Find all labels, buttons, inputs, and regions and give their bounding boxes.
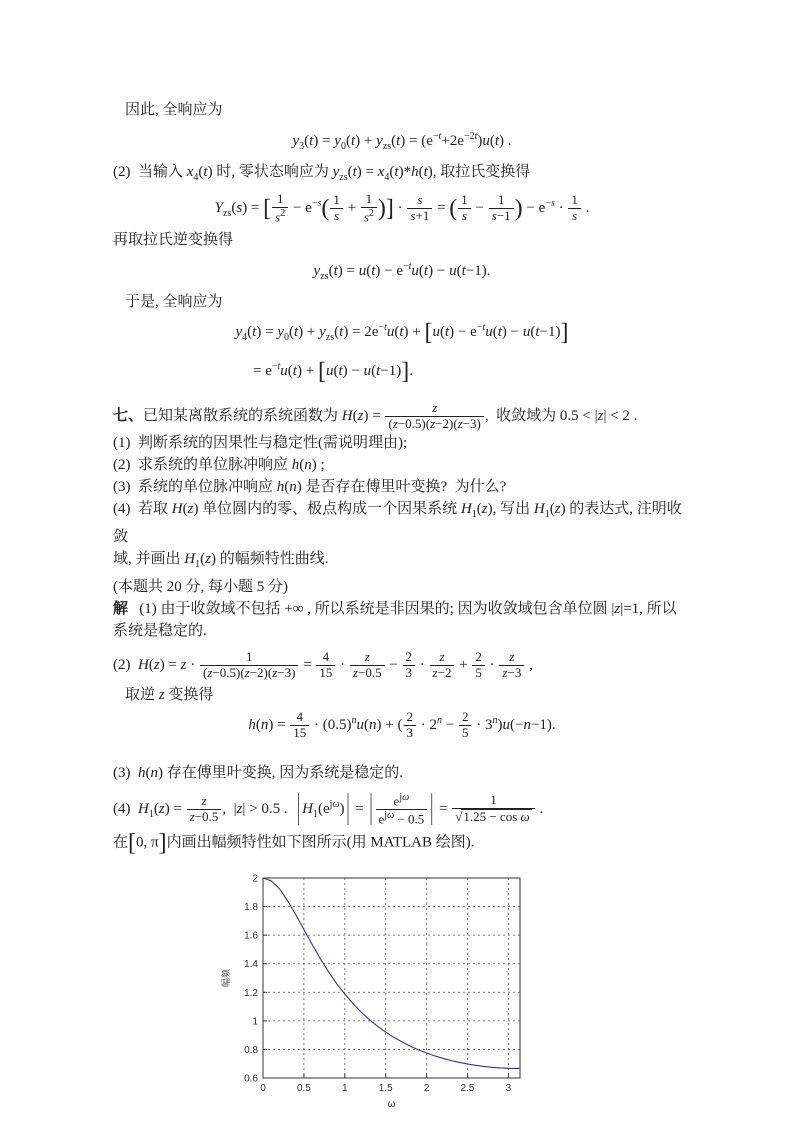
svg-text:0.8: 0.8 [244,1045,258,1057]
problem7-item-3: (3) 系统的单位脉冲响应 h(n) 是否存在傅里叶变换? 为什么? [113,478,507,495]
svg-text:3: 3 [505,1083,512,1095]
paragraph-full-response-intro: 因此, 全响应为 [125,102,223,118]
problem7-item-4: (4) 若取 H(z) 单位圆内的零、极点构成一个因果系统 $H_1(z)$, 写出 $H_1(z)$ 的表达式, 注明收敛 域, 并画出 $H_1(z)$ 的幅频特性曲线. [113,500,682,570]
formula-y4-full-response: $y_4(t) = y_0(t) + y_{zs}(t) = 2e^{-t}u(t) + [u(t) - e^{-t}u(t) - u(t-1)]$ [235,319,569,346]
svg-text:0.5: 0.5 [296,1083,311,1095]
paragraph-inverse-z: 取逆 z 变换得 [125,686,214,703]
paragraph-thus-full-response: 于是, 全响应为 [125,294,223,311]
formula-y3-full-response: $y_3(t) = y_0(t) + y_{zs}(t) = (e^{-t}+2e^{-2t})u(t)$ . [292,131,512,152]
svg-text:2.5: 2.5 [460,1083,475,1095]
formula-Yzs-laplace: $Y_{zs}(s)$ = [ $\frac{1}{s^2}$ − $e^{-s}$( $\frac{1}{s}$ + $\frac{1}{s^2}$ )] · $\frac{s}{s+1}$ = ( $\frac{1}{s}$ − $\frac{1}{s-1}$ ) − $e^{-s}$ · $\frac{1}{s}$ . [214,191,590,225]
svg-text:2: 2 [252,873,258,885]
svg-text:2: 2 [423,1083,430,1095]
formula-y4-simplified: = $e^{-t}u(t) + [u(t) - u(t-1)]$. [253,358,413,385]
matlab-plot [219,867,564,1119]
paragraph-inverse-laplace: 再取拉氏逆变换得 [113,232,234,249]
svg-text:1.6: 1.6 [244,930,258,942]
svg-text:1.2: 1.2 [244,987,258,999]
solution-part1: 解 (1) 由于收敛域不包括 +∞ , 所以系统是非因果的; 因为收敛域包含单位圆 |z|=1, 所以 系统是稳定的. [113,600,677,639]
plot-intro: 在[0, π]内画出幅频特性如下图所示(用 MATLAB 绘图). [113,830,475,857]
svg-text:1.4: 1.4 [244,959,258,971]
score-note: (本题共 20 分, 每小题 5 分) [113,578,288,595]
paragraph-part2-input-x4: (2) 当输入 $x_4(t)$ 时, 零状态响应为 $y_{zs}(t) = x_4(t)*h(t)$, 取拉氏变换得 [113,164,531,183]
svg-text:0: 0 [260,1083,266,1095]
problem7-item-1: (1) 判断系统的因果性与稳定性(需说明理由); [113,434,408,451]
svg-text:1.8: 1.8 [244,902,258,914]
svg-text:1.5: 1.5 [378,1083,393,1095]
solution-part3: (3) h(n) 存在傅里叶变换, 因为系统是稳定的. [113,764,403,781]
magnitude-response-chart [219,867,691,1126]
formula-hn-impulse-response: h(n) = $\frac{4}{15}$ · $(0.5)^nu(n)$ + ( $\frac{2}{3}$ · $2^n$ − $\frac{2}{5}$ · $3^n)u(-n-1)$. [248,708,556,740]
solution-part2-Hz-expansion: (2) H(z) = z · $\frac{1}{(z-0.5)(z-2)(z-3)}$ = $\frac{4}{15}$ · $\frac{z}{z-0.5}$ − $\frac{2}{3}$ · $\frac{z}{z-2}$ + $\frac{2}{5}$ · $\frac{z}{z-3}$ , [113,648,533,680]
problem7-title: 七、已知某离散系统的系统函数为 H(z) = $\frac{z}{(z-0.5)(z-2)(z-3)}$ , 收敛域为 0.5 < |z| < 2 . [113,399,638,431]
svg-text:ω: ω [387,1099,396,1111]
svg-text:1: 1 [252,1016,258,1028]
formula-yzs-time: $y_{zs}(t) = u(t) - e^{-t}u(t) - u(t-1)$. [313,261,491,283]
problem7-item-2: (2) 求系统的单位脉冲响应 h(n) ; [113,456,325,473]
svg-text:1: 1 [342,1083,348,1095]
svg-text:0.6: 0.6 [244,1073,258,1085]
solution-part4-H1-magnitude: (4) $H_1(z)$ = $\frac{z}{z-0.5}$ , |z| > 0.5 . | $H_1(e^{j\omega})$ | = | $e^{j\omega}$ $e^{j\omega} - 0.5$ | = $\frac{1}{\text{√1.25 − cos ω}}$ . [113,789,544,827]
svg-text:幅频: 幅频 [221,969,231,988]
